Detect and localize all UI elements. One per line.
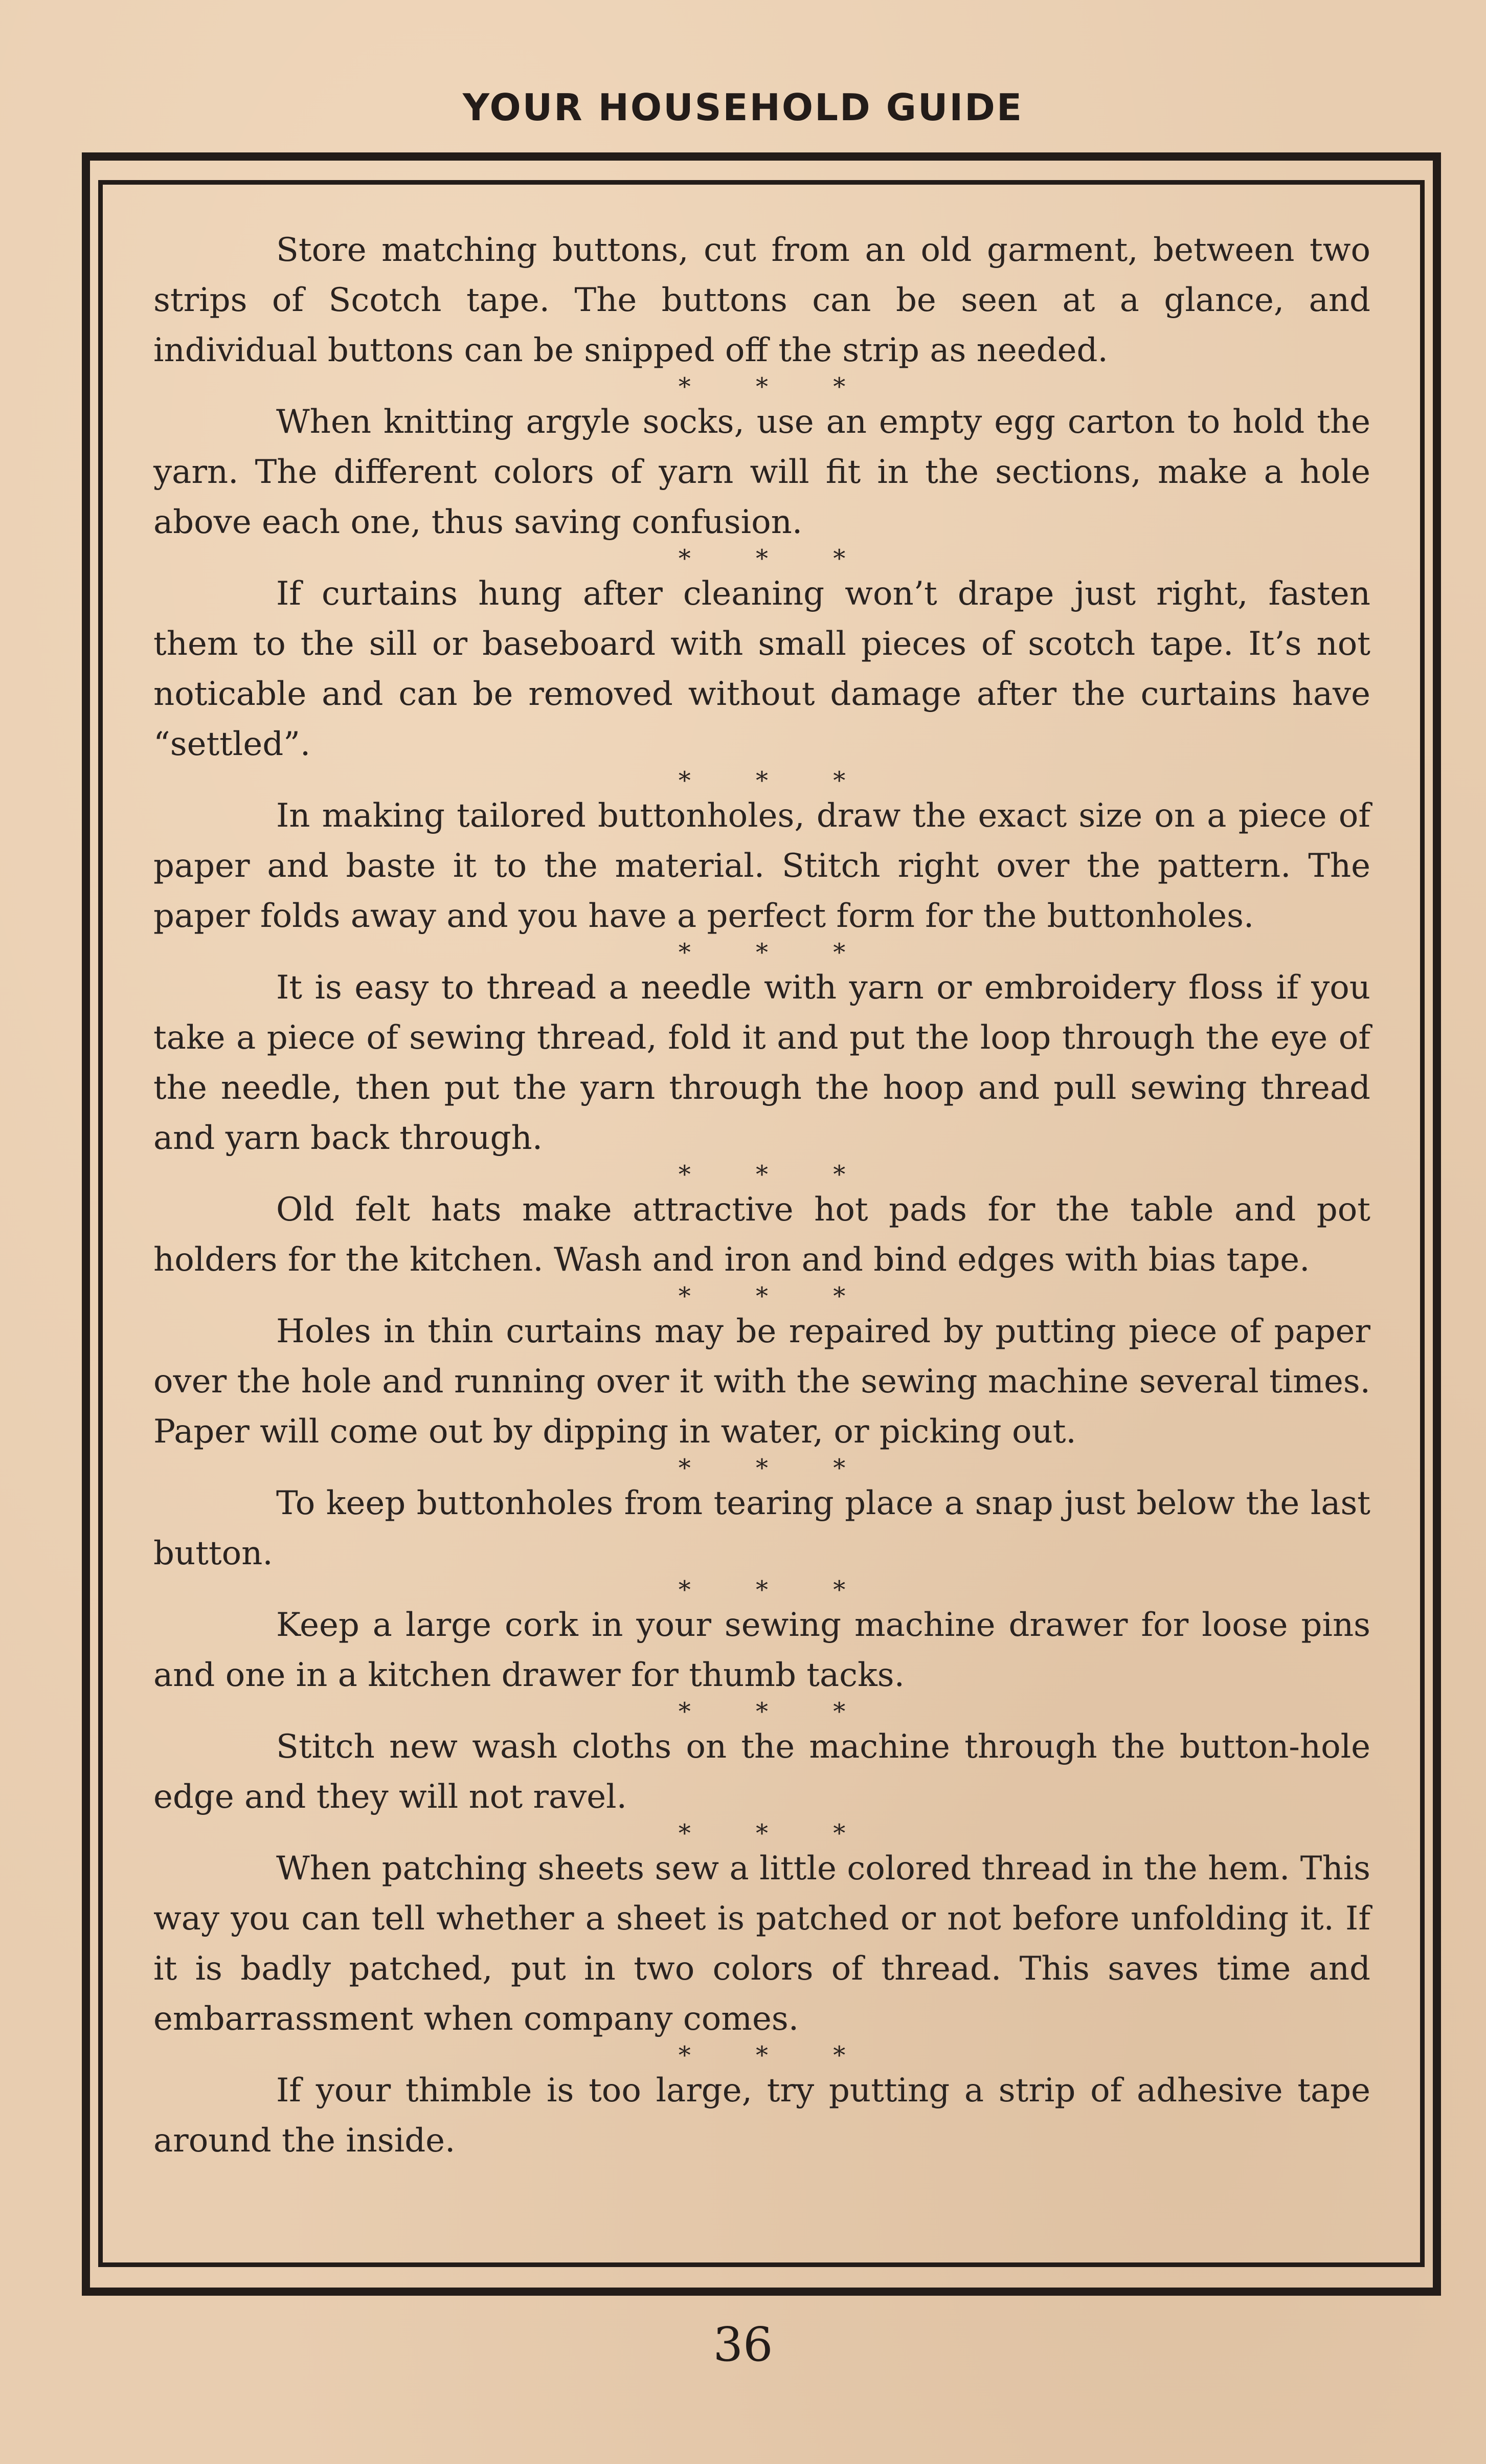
asterisk-separator: * * * xyxy=(678,1697,874,1726)
page-header-title: YOUR HOUSEHOLD GUIDE xyxy=(462,86,1024,129)
asterisk-separator: * * * xyxy=(678,1454,874,1482)
tip-paragraph: If your thimble is too large, try putting a strip of adhesive tape around the inside. xyxy=(153,2072,1370,2160)
asterisk-separator: * * * xyxy=(678,372,874,401)
tip-paragraph: Old felt hats make attractive hot pads for the table and pot holders for the kitchen. Wash and iron and bind edges with bias tape. xyxy=(153,1191,1370,1279)
tips-content xyxy=(153,225,1370,2166)
asterisk-separator: * * * xyxy=(678,1160,874,1189)
tip-paragraph: If curtains hung after cleaning won’t drape just right, fasten them to the sill or baseboard with small pieces of scotch tape. It’s not noticable and can be removed without damage after the curtains have “settled”. xyxy=(153,575,1370,763)
tip-paragraph: Stitch new wash cloths on the machine through the button-hole edge and they will not ravel. xyxy=(153,1728,1370,1816)
asterisk-separator: * * * xyxy=(678,1575,874,1604)
tip-paragraph: To keep buttonholes from tearing place a snap just below the last button. xyxy=(153,1484,1370,1572)
tip-paragraph: When knitting argyle socks, use an empty egg carton to hold the yarn. The different colors of yarn will fit in the sections, make a hole above each one, thus saving confusion. xyxy=(153,403,1370,541)
page-number: 36 xyxy=(713,2317,773,2372)
tip-paragraph: Keep a large cork in your sewing machine drawer for loose pins and one in a kitchen drawer for thumb tacks. xyxy=(153,1606,1370,1694)
tip-paragraph: In making tailored buttonholes, draw the exact size on a piece of paper and baste it to the material. Stitch right over the pattern. The paper folds away and you have a perfect form for the buttonholes. xyxy=(153,797,1370,935)
tip-paragraph: Holes in thin curtains may be repaired by putting piece of paper over the hole and running over it with the sewing machine several times. Paper will come out by dipping in water, or picking out. xyxy=(153,1313,1370,1451)
asterisk-separator: * * * xyxy=(678,544,874,573)
tip-paragraph: When patching sheets sew a little colored thread in the hem. This way you can tell whether a sheet is patched or not before unfolding it. If it is badly patched, put in two colors of thread. This saves time and embarrassment when company comes. xyxy=(153,1850,1370,2038)
asterisk-separator: * * * xyxy=(678,938,874,967)
tip-paragraph: It is easy to thread a needle with yarn or embroidery floss if you take a piece of sewing thread, fold it and put the loop through the eye of the needle, then put the yarn through the hoop and pull sewing thread and yarn back through. xyxy=(153,969,1370,1157)
asterisk-separator: * * * xyxy=(678,766,874,795)
asterisk-separator: * * * xyxy=(678,1819,874,1848)
asterisk-separator: * * * xyxy=(678,1282,874,1311)
asterisk-separator: * * * xyxy=(678,2041,874,2070)
tip-paragraph: Store matching buttons, cut from an old garment, between two strips of Scotch tape. The buttons can be seen at a glance, and individual buttons can be snipped off the strip as needed. xyxy=(153,231,1370,369)
